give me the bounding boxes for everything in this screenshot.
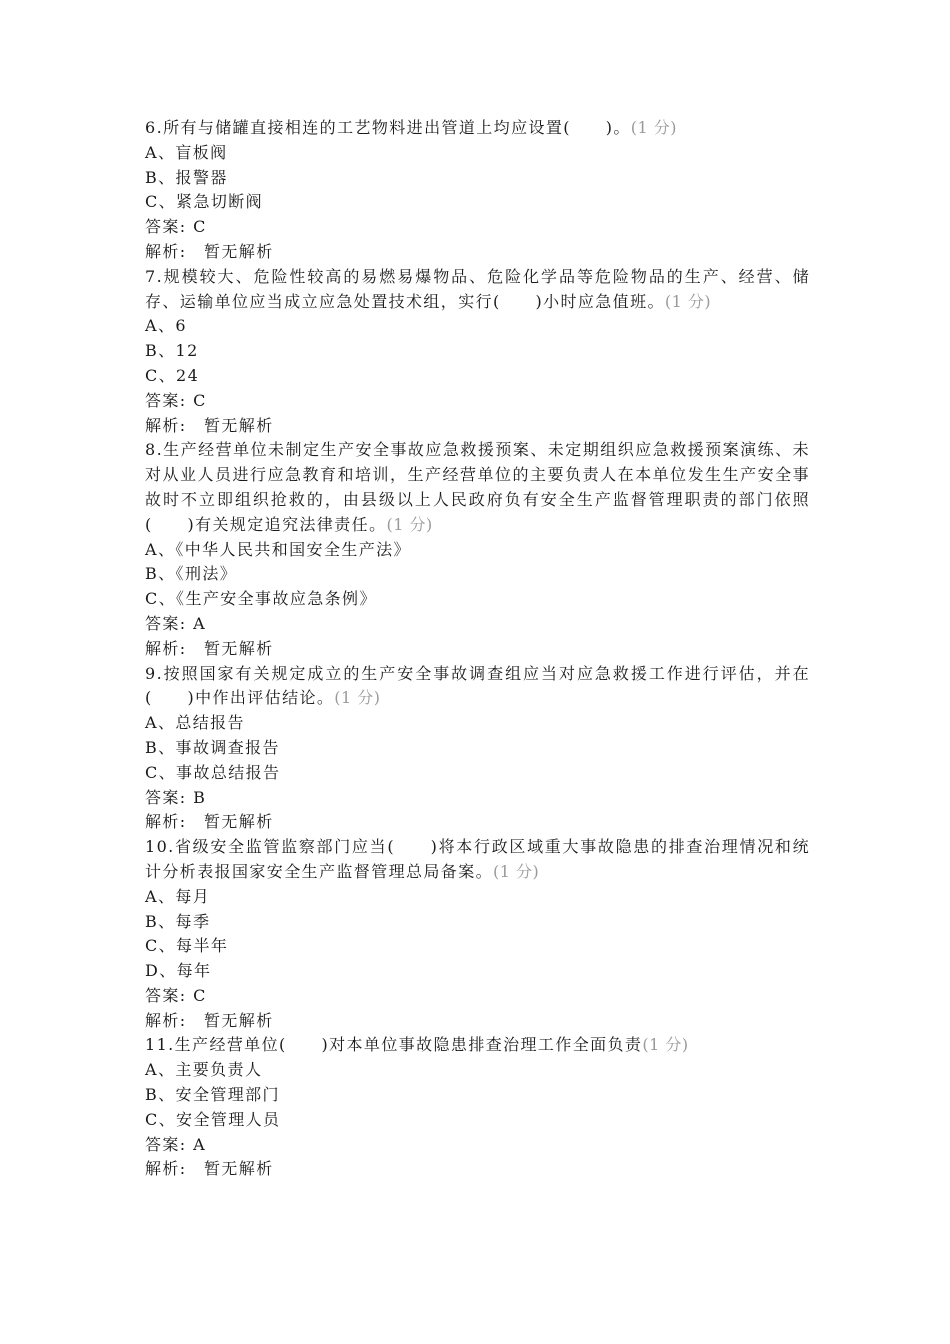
- question-stem: 8.生产经营单位未制定生产安全事故应急救援预案、未定期组织应急救援预案演练、未对从业人员进行应急教育和培训，生产经营单位的主要负责人在本单位发生生产安全事故时不立即组织抢救的，由县级以上人民政府负有安全生产监督管理职责的部门依照( )有关规定追究法律责任。(1 分): [145, 440, 810, 534]
- option-b: B、安全管理部门: [145, 1085, 280, 1105]
- answer-line: 答案: B: [145, 787, 207, 807]
- option-a: A、6: [145, 316, 187, 336]
- question-list: [145, 116, 810, 1182]
- question-stem: 6.所有与储罐直接相连的工艺物料进出管道上均应设置( )。(1 分): [145, 118, 678, 137]
- question-block: [145, 662, 810, 836]
- option-c: C、紧急切断阀: [145, 192, 264, 212]
- question-stem: 9.按照国家有关规定成立的生产安全事故调查组应当对应急救援工作进行评估，并在( )中作出评估结论。(1 分): [145, 663, 810, 708]
- option-b: B、《刑法》: [145, 564, 238, 584]
- option-c: C、事故总结报告: [145, 762, 281, 782]
- question-stem: 7.规模较大、危险性较高的易燃易爆物品、危险化学品等危险物品的生产、经营、储存、运输单位应当成立应急处置技术组，实行( )小时应急值班。(1 分): [145, 266, 810, 311]
- option-c: C、24: [145, 365, 200, 385]
- option-b: B、每季: [145, 911, 211, 931]
- answer-line: 答案: C: [145, 390, 207, 410]
- option-b: B、报警器: [145, 167, 228, 187]
- question-score: (1 分): [334, 688, 381, 708]
- option-a: A、盲板阀: [145, 142, 228, 162]
- question-stem: 11.生产经营单位( )对本单位事故隐患排查治理工作全面负责(1 分): [145, 1035, 689, 1055]
- question-score: (1 分): [642, 1035, 689, 1055]
- analysis-line: 解析: 暂无解析: [145, 812, 274, 832]
- analysis-line: 解析: 暂无解析: [145, 1010, 274, 1030]
- option-a: A、每月: [145, 886, 211, 906]
- question-score: (1 分): [664, 291, 712, 311]
- analysis-line: 解析: 暂无解析: [145, 241, 274, 261]
- analysis-line: 解析: 暂无解析: [145, 1159, 274, 1179]
- question-score: (1 分): [386, 514, 433, 534]
- option-d: D、每年: [145, 961, 212, 981]
- analysis-line: 解析: 暂无解析: [145, 638, 274, 658]
- question-block: [145, 116, 810, 265]
- option-a: A、总结报告: [145, 713, 245, 733]
- question-block: [145, 1033, 810, 1182]
- question-score: (1 分): [493, 861, 540, 881]
- question-block: [145, 438, 810, 661]
- answer-line: 答案: C: [145, 217, 207, 237]
- answer-line: 答案: C: [145, 985, 207, 1005]
- answer-line: 答案: A: [145, 613, 207, 633]
- option-a: A、《中华人民共和国安全生产法》: [145, 539, 411, 559]
- analysis-line: 解析: 暂无解析: [145, 415, 274, 435]
- option-c: C、每半年: [145, 936, 229, 956]
- question-score: (1 分): [630, 118, 678, 137]
- option-a: A、主要负责人: [145, 1060, 263, 1080]
- option-b: B、事故调查报告: [145, 737, 280, 757]
- question-block: [145, 835, 810, 1033]
- question-stem: 10.省级安全监管监察部门应当( )将本行政区域重大事故隐患的排查治理情况和统计分析表报国家安全生产监督管理总局备案。(1 分): [145, 837, 810, 881]
- option-b: B、12: [145, 341, 199, 361]
- answer-line: 答案: A: [145, 1134, 207, 1154]
- option-c: C、安全管理人员: [145, 1109, 281, 1129]
- question-block: [145, 265, 810, 439]
- option-c: C、《生产安全事故应急条例》: [145, 589, 377, 609]
